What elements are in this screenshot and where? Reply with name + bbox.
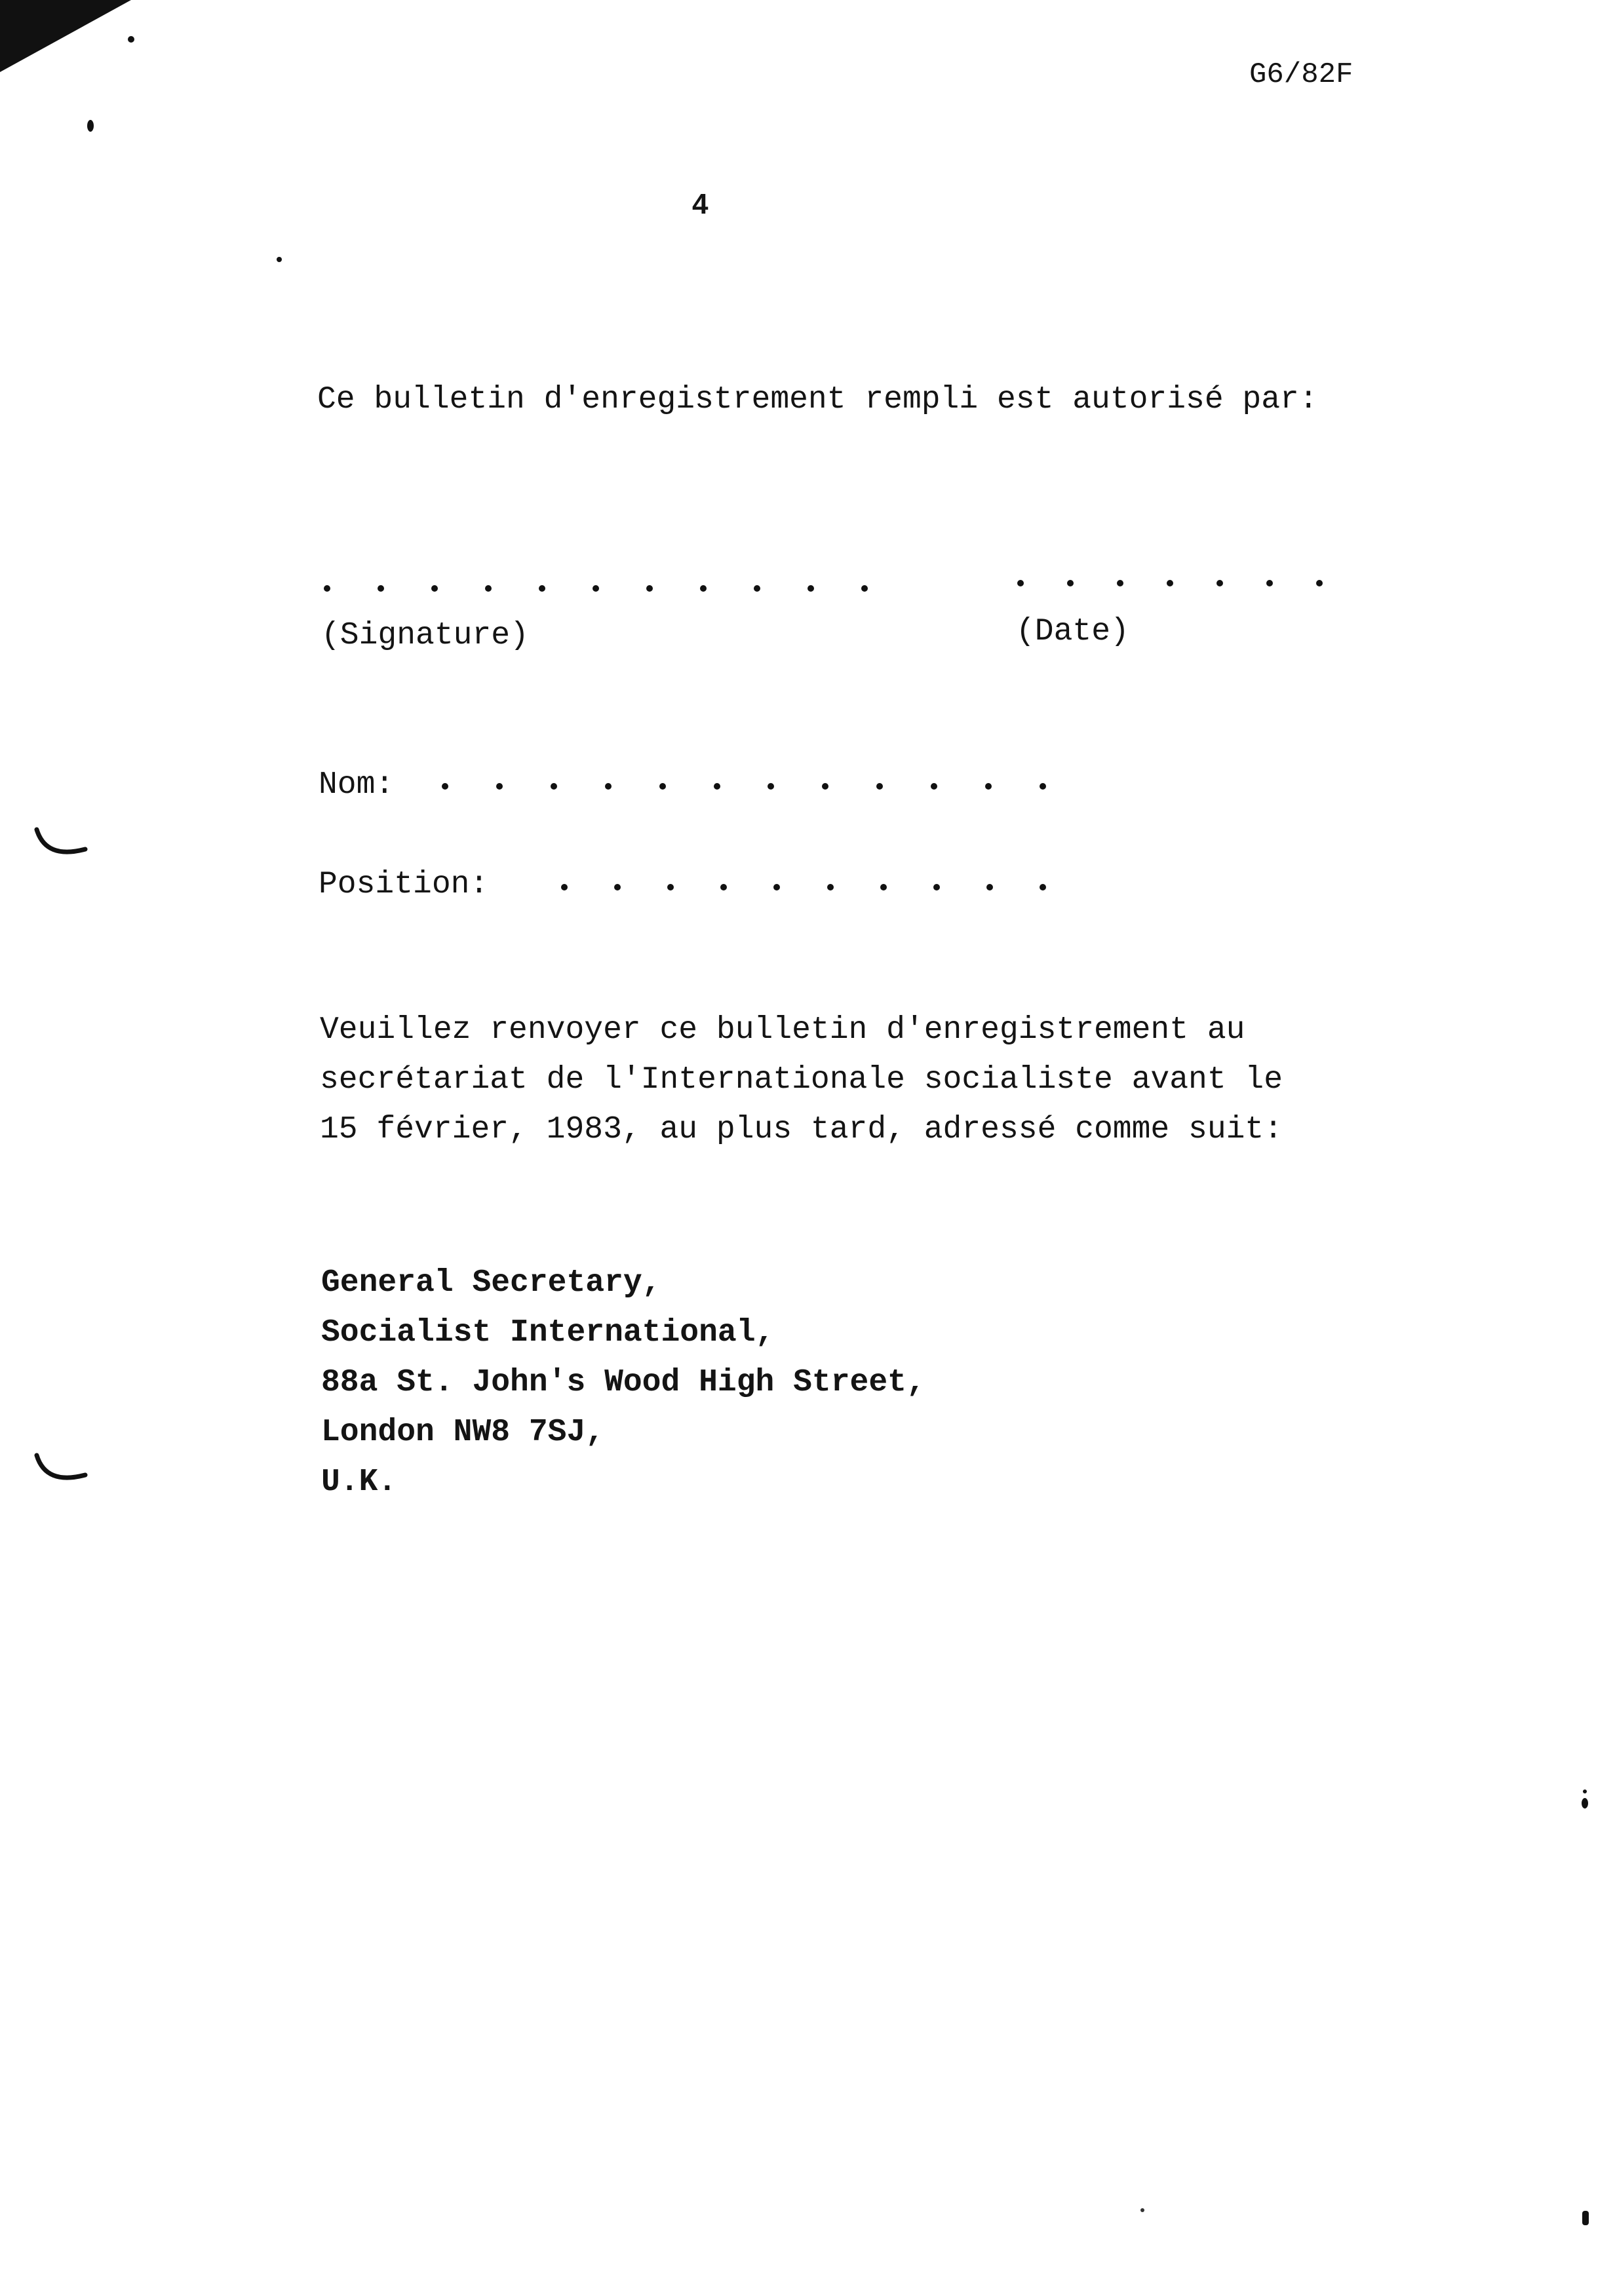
name-label: Nom: <box>319 767 395 803</box>
punch-hole-mark <box>33 826 92 865</box>
scan-speck <box>1581 2210 1590 2227</box>
address-line-2: Socialist International, <box>321 1315 775 1350</box>
address-line-1: General Secretary, <box>321 1265 661 1301</box>
position-label: Position: <box>319 867 489 902</box>
scan-speck <box>275 256 283 263</box>
reference-code: G6/82F <box>1249 58 1353 91</box>
authorization-intro: Ce bulletin d'enregistrement rempli est autorisé par: <box>317 382 1318 417</box>
signature-label: (Signature) <box>321 618 529 653</box>
name-dotted-line <box>442 780 1046 793</box>
scan-speck <box>1580 1788 1590 1811</box>
address-line-5: U.K. <box>321 1464 397 1500</box>
address-line-4: London NW8 7SJ, <box>321 1415 605 1450</box>
date-label: (Date) <box>1016 614 1129 649</box>
page-number: 4 <box>692 188 709 220</box>
instructions-line-2: secrétariat de l'Internationale socialiste avant le <box>320 1062 1283 1098</box>
scan-speck <box>84 118 97 134</box>
scan-speck <box>1138 2207 1147 2213</box>
instructions-line-3: 15 février, 1983, au plus tard, adressé comme suit: <box>320 1112 1283 1147</box>
punch-hole-mark <box>33 1451 92 1491</box>
signature-dotted-line <box>324 582 868 595</box>
corner-scan-mark <box>0 0 144 79</box>
date-dotted-line <box>1017 577 1323 590</box>
position-dotted-line <box>561 881 1046 894</box>
address-line-3: 88a St. John's Wood High Street, <box>321 1365 925 1400</box>
instructions-line-1: Veuillez renvoyer ce bulletin d'enregistrement au <box>320 1012 1245 1048</box>
